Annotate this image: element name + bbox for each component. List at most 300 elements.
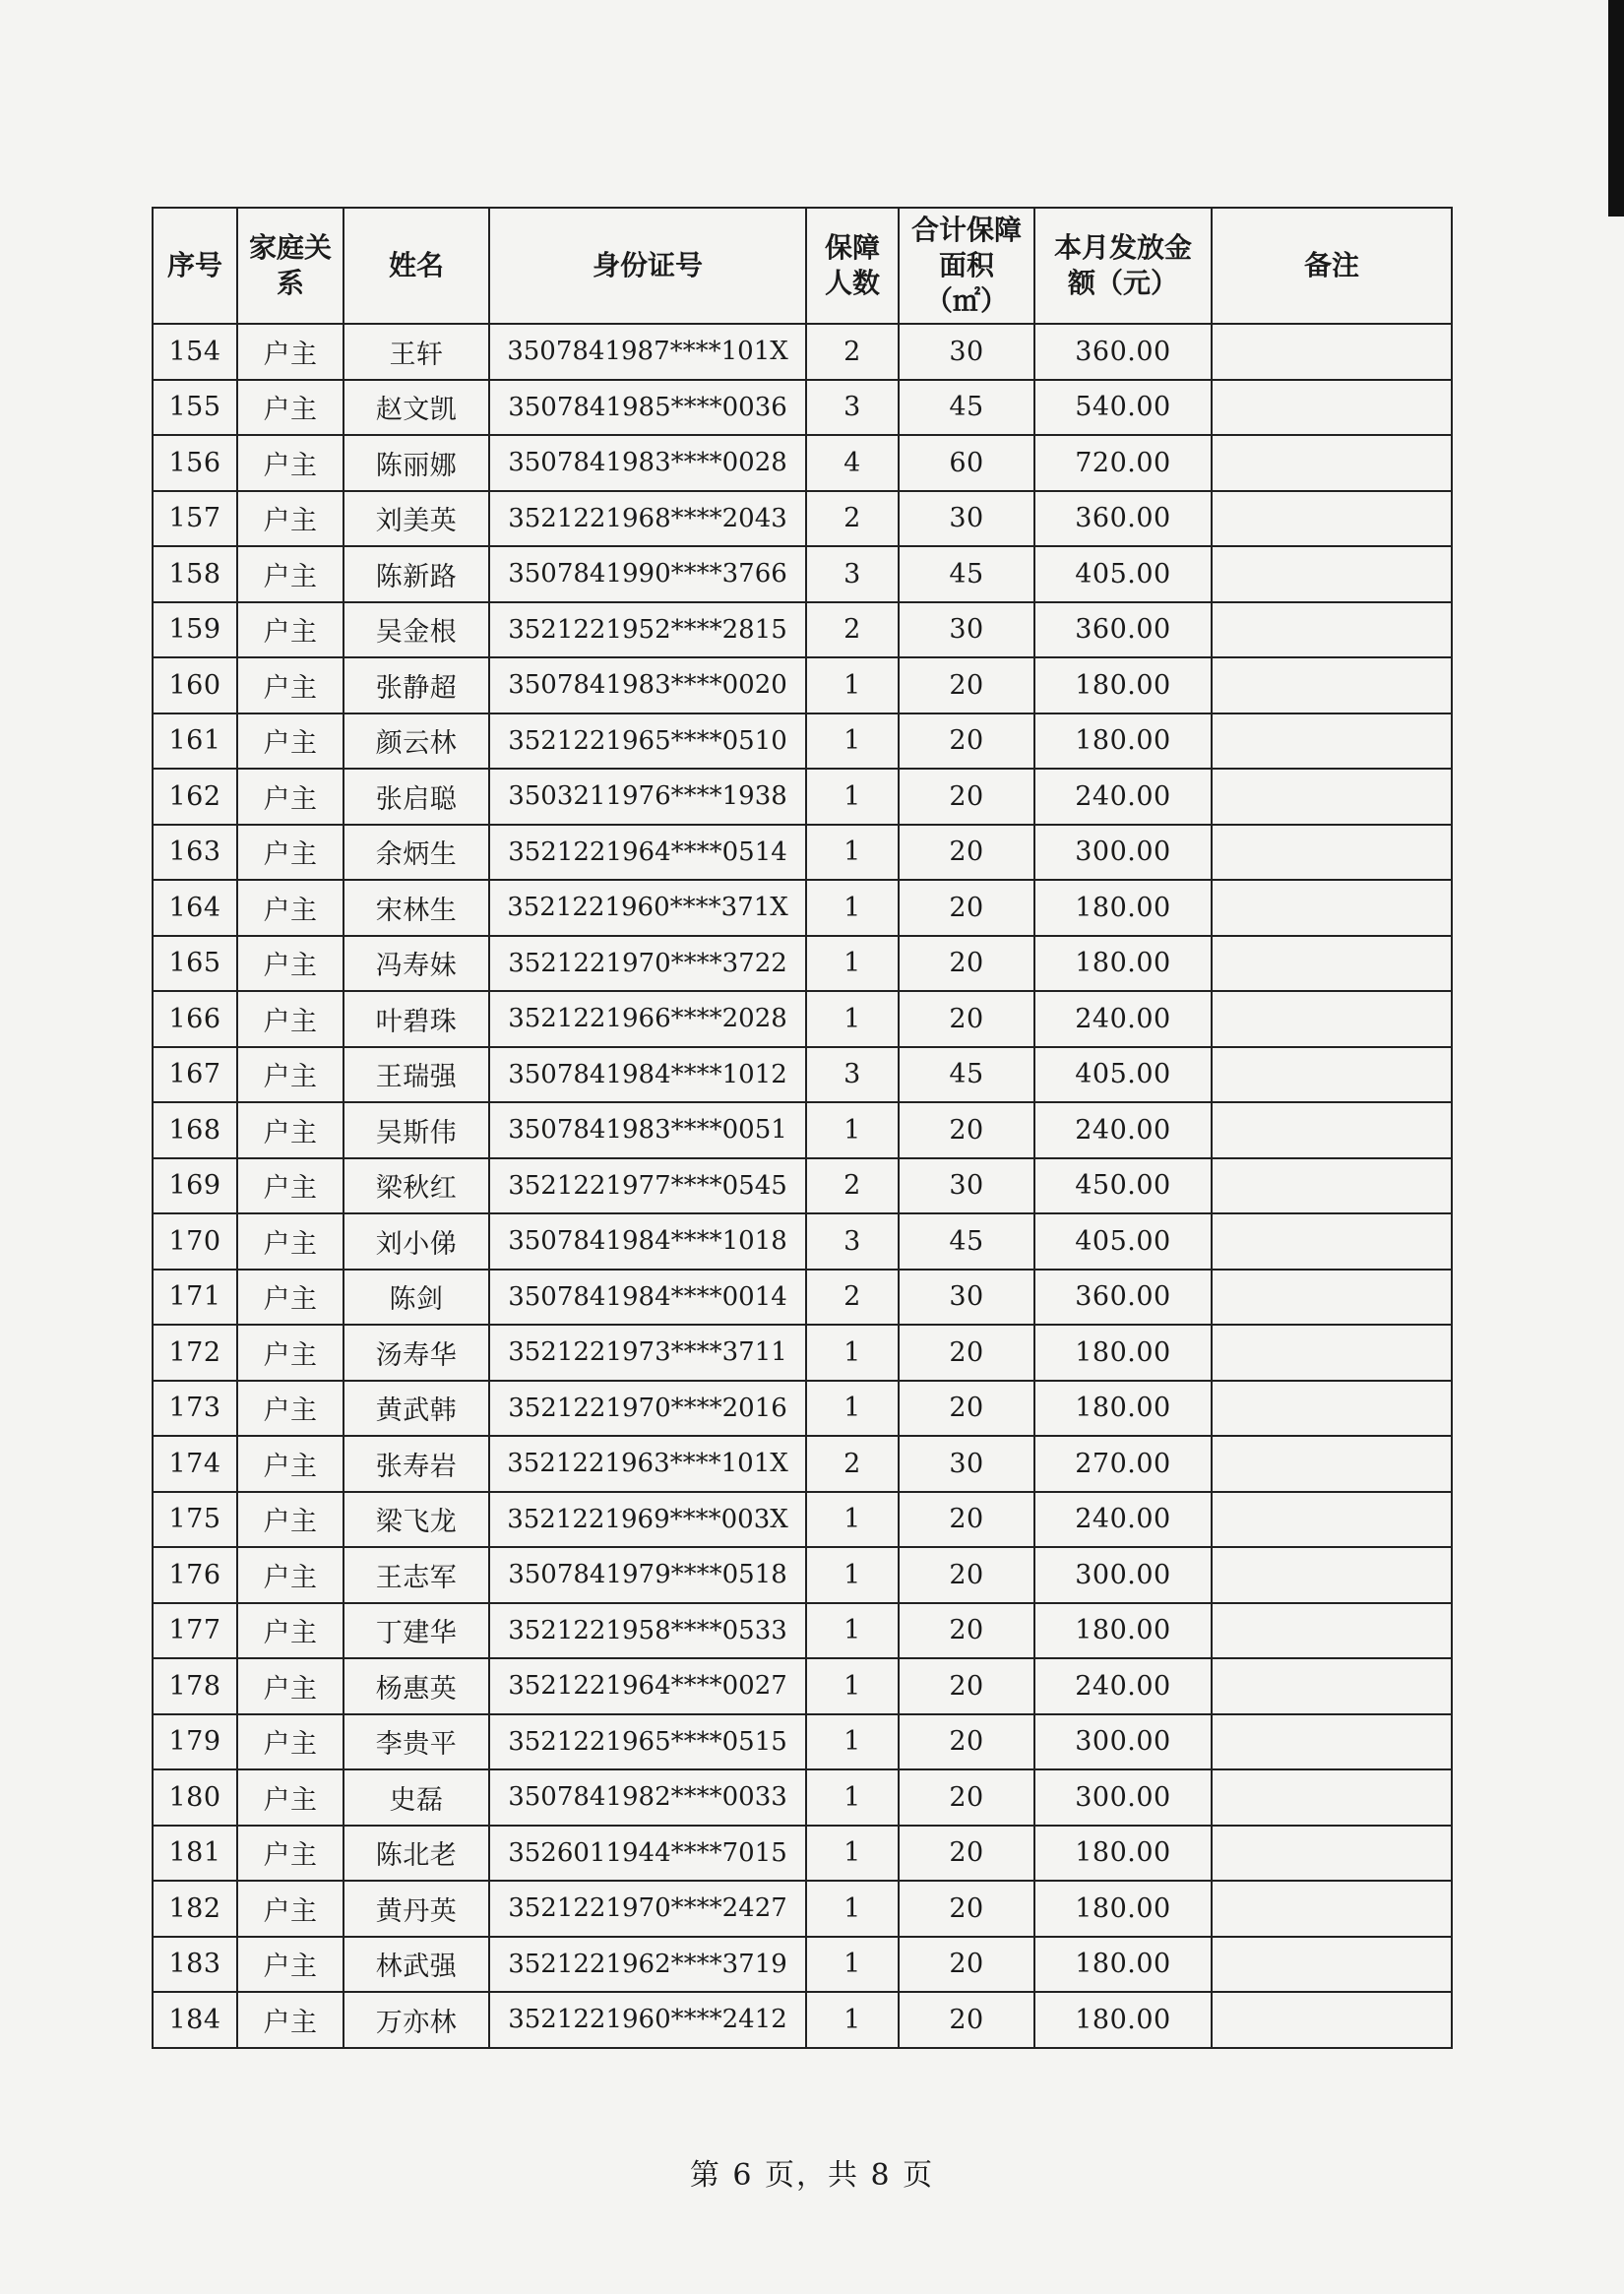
cell-persons: 1 [806, 1102, 899, 1158]
cell-seq: 168 [153, 1102, 237, 1158]
cell-area: 60 [899, 435, 1034, 491]
cell-amount: 180.00 [1034, 1881, 1212, 1937]
cell-id-number: 3507841990****3766 [489, 546, 806, 602]
cell-seq: 180 [153, 1769, 237, 1826]
cell-relation: 户主 [237, 1381, 344, 1437]
cell-remark [1212, 991, 1452, 1047]
subsidy-roster-table [152, 207, 1453, 2049]
cell-area: 20 [899, 880, 1034, 936]
cell-seq: 169 [153, 1158, 237, 1214]
cell-name: 王志军 [344, 1547, 489, 1603]
table-row [153, 546, 1452, 602]
cell-seq: 170 [153, 1213, 237, 1270]
cell-amount: 240.00 [1034, 1658, 1212, 1714]
cell-seq: 177 [153, 1603, 237, 1659]
cell-seq: 156 [153, 435, 237, 491]
cell-area: 20 [899, 1826, 1034, 1882]
cell-persons: 1 [806, 1769, 899, 1826]
cell-amount: 720.00 [1034, 435, 1212, 491]
cell-persons: 1 [806, 880, 899, 936]
cell-relation: 户主 [237, 1992, 344, 2048]
cell-area: 30 [899, 491, 1034, 547]
cell-relation: 户主 [237, 1270, 344, 1326]
cell-area: 30 [899, 324, 1034, 380]
cell-seq: 167 [153, 1047, 237, 1103]
cell-persons: 1 [806, 713, 899, 770]
cell-name: 梁飞龙 [344, 1492, 489, 1548]
cell-relation: 户主 [237, 1937, 344, 1993]
table-row [153, 435, 1452, 491]
cell-remark [1212, 1325, 1452, 1381]
table-row [153, 1270, 1452, 1326]
cell-relation: 户主 [237, 546, 344, 602]
table-row [153, 769, 1452, 825]
cell-amount: 360.00 [1034, 324, 1212, 380]
table-row [153, 1826, 1452, 1882]
cell-relation: 户主 [237, 1158, 344, 1214]
cell-persons: 1 [806, 1992, 899, 2048]
cell-area: 45 [899, 546, 1034, 602]
table-row [153, 1436, 1452, 1492]
table-row [153, 1547, 1452, 1603]
table-row [153, 1714, 1452, 1770]
cell-remark [1212, 1603, 1452, 1659]
cell-amount: 360.00 [1034, 491, 1212, 547]
cell-persons: 2 [806, 491, 899, 547]
cell-name: 杨惠英 [344, 1658, 489, 1714]
cell-id-number: 3521221958****0533 [489, 1603, 806, 1659]
cell-amount: 180.00 [1034, 1381, 1212, 1437]
cell-relation: 户主 [237, 435, 344, 491]
header-seq-label: 序号 [166, 249, 222, 281]
cell-id-number: 3521221962****3719 [489, 1937, 806, 1993]
cell-name: 刘小俤 [344, 1213, 489, 1270]
cell-relation: 户主 [237, 324, 344, 380]
cell-name: 史磊 [344, 1769, 489, 1826]
cell-persons: 2 [806, 324, 899, 380]
cell-persons: 1 [806, 1325, 899, 1381]
cell-name: 叶碧珠 [344, 991, 489, 1047]
cell-seq: 157 [153, 491, 237, 547]
table-row [153, 602, 1452, 658]
header-relation-line-2: 系 [276, 267, 304, 299]
cell-seq: 154 [153, 324, 237, 380]
cell-amount: 180.00 [1034, 1826, 1212, 1882]
cell-id-number: 3521221960****2412 [489, 1992, 806, 2048]
cell-id-number: 3507841979****0518 [489, 1547, 806, 1603]
cell-seq: 162 [153, 769, 237, 825]
cell-id-number: 3507841982****0033 [489, 1769, 806, 1826]
cell-remark [1212, 1992, 1452, 2048]
header-persons [806, 208, 899, 324]
cell-remark [1212, 769, 1452, 825]
cell-name: 王轩 [344, 324, 489, 380]
cell-id-number: 3521221964****0514 [489, 825, 806, 881]
cell-name: 赵文凯 [344, 380, 489, 436]
table-row [153, 880, 1452, 936]
header-area-line-3: （㎡） [924, 284, 1008, 317]
cell-id-number: 3521221964****0027 [489, 1658, 806, 1714]
table-row [153, 657, 1452, 713]
cell-id-number: 3507841984****0014 [489, 1270, 806, 1326]
cell-id-number: 3521221963****101X [489, 1436, 806, 1492]
cell-amount: 180.00 [1034, 880, 1212, 936]
cell-relation: 户主 [237, 1213, 344, 1270]
cell-seq: 182 [153, 1881, 237, 1937]
cell-name: 黄丹英 [344, 1881, 489, 1937]
cell-remark [1212, 880, 1452, 936]
header-seq [153, 208, 237, 324]
cell-id-number: 3521221970****3722 [489, 936, 806, 992]
cell-persons: 1 [806, 657, 899, 713]
cell-seq: 163 [153, 825, 237, 881]
cell-remark [1212, 1881, 1452, 1937]
cell-remark [1212, 1270, 1452, 1326]
cell-amount: 450.00 [1034, 1158, 1212, 1214]
cell-area: 20 [899, 991, 1034, 1047]
cell-remark [1212, 1937, 1452, 1993]
cell-seq: 175 [153, 1492, 237, 1548]
cell-name: 陈剑 [344, 1270, 489, 1326]
cell-remark [1212, 1213, 1452, 1270]
cell-id-number: 3521221968****2043 [489, 491, 806, 547]
cell-id-number: 3507841987****101X [489, 324, 806, 380]
cell-seq: 160 [153, 657, 237, 713]
cell-remark [1212, 1492, 1452, 1548]
header-amount [1034, 208, 1212, 324]
cell-remark [1212, 1714, 1452, 1770]
header-name [344, 208, 489, 324]
cell-amount: 180.00 [1034, 1992, 1212, 2048]
cell-relation: 户主 [237, 1603, 344, 1659]
cell-relation: 户主 [237, 825, 344, 881]
cell-amount: 360.00 [1034, 1270, 1212, 1326]
cell-remark [1212, 491, 1452, 547]
cell-seq: 155 [153, 380, 237, 436]
table-row [153, 1381, 1452, 1437]
cell-id-number: 3521221965****0510 [489, 713, 806, 770]
cell-amount: 180.00 [1034, 936, 1212, 992]
page-number-footer: 第 6 页，共 8 页 [689, 2158, 935, 2193]
cell-name: 张静超 [344, 657, 489, 713]
cell-seq: 181 [153, 1826, 237, 1882]
cell-remark [1212, 1047, 1452, 1103]
header-persons-line-2: 人数 [824, 267, 880, 299]
cell-seq: 164 [153, 880, 237, 936]
roster-body [153, 324, 1452, 2048]
cell-seq: 174 [153, 1436, 237, 1492]
cell-name: 吴金根 [344, 602, 489, 658]
table-row [153, 1047, 1452, 1103]
cell-area: 20 [899, 657, 1034, 713]
table-row [153, 1937, 1452, 1993]
cell-name: 刘美英 [344, 491, 489, 547]
table-row [153, 991, 1452, 1047]
cell-id-number: 3521221965****0515 [489, 1714, 806, 1770]
cell-persons: 3 [806, 1047, 899, 1103]
table-row [153, 1102, 1452, 1158]
cell-area: 20 [899, 769, 1034, 825]
table-row [153, 1325, 1452, 1381]
cell-relation: 户主 [237, 1436, 344, 1492]
cell-amount: 180.00 [1034, 657, 1212, 713]
cell-amount: 300.00 [1034, 1714, 1212, 1770]
cell-remark [1212, 657, 1452, 713]
cell-id-number: 3521221966****2028 [489, 991, 806, 1047]
cell-seq: 183 [153, 1937, 237, 1993]
cell-relation: 户主 [237, 880, 344, 936]
cell-remark [1212, 825, 1452, 881]
cell-id-number: 3521221970****2016 [489, 1381, 806, 1437]
cell-remark [1212, 324, 1452, 380]
cell-amount: 540.00 [1034, 380, 1212, 436]
cell-area: 20 [899, 1325, 1034, 1381]
cell-area: 20 [899, 1714, 1034, 1770]
cell-seq: 158 [153, 546, 237, 602]
cell-area: 20 [899, 1769, 1034, 1826]
header-id-label: 身份证号 [592, 249, 703, 281]
cell-area: 30 [899, 1158, 1034, 1214]
cell-amount: 405.00 [1034, 1047, 1212, 1103]
cell-persons: 3 [806, 546, 899, 602]
cell-area: 20 [899, 1658, 1034, 1714]
cell-persons: 3 [806, 1213, 899, 1270]
cell-seq: 173 [153, 1381, 237, 1437]
header-relation-line-1: 家庭关 [248, 231, 332, 264]
cell-relation: 户主 [237, 1714, 344, 1770]
cell-persons: 4 [806, 435, 899, 491]
cell-area: 45 [899, 1213, 1034, 1270]
cell-name: 余炳生 [344, 825, 489, 881]
cell-area: 45 [899, 1047, 1034, 1103]
cell-id-number: 3507841983****0020 [489, 657, 806, 713]
cell-area: 20 [899, 1102, 1034, 1158]
table-row [153, 1492, 1452, 1548]
cell-id-number: 3521221960****371X [489, 880, 806, 936]
cell-area: 20 [899, 1881, 1034, 1937]
cell-id-number: 3507841984****1012 [489, 1047, 806, 1103]
cell-relation: 户主 [237, 1325, 344, 1381]
header-area [899, 208, 1034, 324]
cell-name: 李贵平 [344, 1714, 489, 1770]
cell-relation: 户主 [237, 1826, 344, 1882]
header-amount-line-1: 本月发放金 [1053, 231, 1192, 264]
cell-seq: 161 [153, 713, 237, 770]
cell-remark [1212, 546, 1452, 602]
table-row [153, 936, 1452, 992]
header-name-label: 姓名 [388, 249, 444, 281]
table-row [153, 1658, 1452, 1714]
cell-name: 万亦林 [344, 1992, 489, 2048]
cell-relation: 户主 [237, 380, 344, 436]
cell-id-number: 3521221977****0545 [489, 1158, 806, 1214]
header-remark-label: 备注 [1303, 249, 1359, 281]
cell-amount: 300.00 [1034, 1547, 1212, 1603]
cell-area: 20 [899, 1992, 1034, 2048]
cell-persons: 1 [806, 1492, 899, 1548]
cell-persons: 1 [806, 1826, 899, 1882]
cell-relation: 户主 [237, 936, 344, 992]
cell-relation: 户主 [237, 991, 344, 1047]
cell-amount: 270.00 [1034, 1436, 1212, 1492]
table-row [153, 491, 1452, 547]
cell-persons: 1 [806, 1381, 899, 1437]
cell-relation: 户主 [237, 713, 344, 770]
cell-relation: 户主 [237, 1102, 344, 1158]
cell-id-number: 3521221969****003X [489, 1492, 806, 1548]
table-row [153, 1881, 1452, 1937]
cell-persons: 1 [806, 825, 899, 881]
cell-remark [1212, 1381, 1452, 1437]
table-row [153, 1213, 1452, 1270]
cell-relation: 户主 [237, 1658, 344, 1714]
table-row [153, 1158, 1452, 1214]
cell-remark [1212, 1769, 1452, 1826]
cell-remark [1212, 1158, 1452, 1214]
cell-name: 吴斯伟 [344, 1102, 489, 1158]
cell-relation: 户主 [237, 657, 344, 713]
header-area-line-1: 合计保障 [910, 214, 1022, 246]
cell-seq: 179 [153, 1714, 237, 1770]
cell-relation: 户主 [237, 1047, 344, 1103]
cell-relation: 户主 [237, 1547, 344, 1603]
cell-id-number: 3521221952****2815 [489, 602, 806, 658]
cell-area: 20 [899, 713, 1034, 770]
cell-persons: 3 [806, 380, 899, 436]
cell-remark [1212, 435, 1452, 491]
cell-persons: 2 [806, 1436, 899, 1492]
cell-amount: 240.00 [1034, 769, 1212, 825]
cell-seq: 176 [153, 1547, 237, 1603]
cell-seq: 178 [153, 1658, 237, 1714]
cell-amount: 300.00 [1034, 1769, 1212, 1826]
cell-remark [1212, 1102, 1452, 1158]
cell-persons: 2 [806, 602, 899, 658]
cell-remark [1212, 1826, 1452, 1882]
cell-persons: 2 [806, 1158, 899, 1214]
cell-amount: 405.00 [1034, 1213, 1212, 1270]
cell-persons: 1 [806, 1714, 899, 1770]
cell-relation: 户主 [237, 769, 344, 825]
header-row [153, 208, 1452, 324]
scan-edge-mark [1608, 0, 1624, 217]
table-row [153, 713, 1452, 770]
cell-remark [1212, 936, 1452, 992]
cell-amount: 360.00 [1034, 602, 1212, 658]
cell-area: 20 [899, 936, 1034, 992]
cell-remark [1212, 602, 1452, 658]
cell-persons: 1 [806, 991, 899, 1047]
cell-id-number: 3507841984****1018 [489, 1213, 806, 1270]
cell-id-number: 3526011944****7015 [489, 1826, 806, 1882]
cell-remark [1212, 380, 1452, 436]
cell-persons: 1 [806, 1547, 899, 1603]
cell-area: 30 [899, 602, 1034, 658]
cell-remark [1212, 1658, 1452, 1714]
cell-name: 陈新路 [344, 546, 489, 602]
cell-name: 颜云林 [344, 713, 489, 770]
cell-relation: 户主 [237, 491, 344, 547]
table-row [153, 324, 1452, 380]
cell-name: 陈北老 [344, 1826, 489, 1882]
header-remark [1212, 208, 1452, 324]
cell-id-number: 3503211976****1938 [489, 769, 806, 825]
cell-id-number: 3521221973****3711 [489, 1325, 806, 1381]
table-row [153, 825, 1452, 881]
cell-name: 林武强 [344, 1937, 489, 1993]
cell-amount: 405.00 [1034, 546, 1212, 602]
cell-seq: 171 [153, 1270, 237, 1326]
cell-area: 20 [899, 1603, 1034, 1659]
cell-id-number: 3507841983****0051 [489, 1102, 806, 1158]
cell-relation: 户主 [237, 1881, 344, 1937]
cell-persons: 1 [806, 1603, 899, 1659]
cell-name: 梁秋红 [344, 1158, 489, 1214]
cell-name: 陈丽娜 [344, 435, 489, 491]
cell-persons: 1 [806, 1881, 899, 1937]
table-row [153, 1769, 1452, 1826]
cell-name: 张寿岩 [344, 1436, 489, 1492]
header-relation [237, 208, 344, 324]
cell-name: 冯寿妹 [344, 936, 489, 992]
cell-amount: 180.00 [1034, 713, 1212, 770]
header-id [489, 208, 806, 324]
cell-area: 20 [899, 1547, 1034, 1603]
cell-name: 黄武韩 [344, 1381, 489, 1437]
cell-remark [1212, 713, 1452, 770]
cell-area: 30 [899, 1270, 1034, 1326]
cell-seq: 159 [153, 602, 237, 658]
cell-amount: 240.00 [1034, 1492, 1212, 1548]
cell-persons: 1 [806, 1658, 899, 1714]
cell-seq: 172 [153, 1325, 237, 1381]
cell-area: 30 [899, 1436, 1034, 1492]
header-persons-line-1: 保障 [824, 231, 880, 264]
cell-relation: 户主 [237, 1492, 344, 1548]
table-row [153, 1992, 1452, 2048]
cell-id-number: 3521221970****2427 [489, 1881, 806, 1937]
cell-name: 张启聪 [344, 769, 489, 825]
cell-id-number: 3507841983****0028 [489, 435, 806, 491]
cell-seq: 166 [153, 991, 237, 1047]
cell-area: 20 [899, 1937, 1034, 1993]
cell-seq: 184 [153, 1992, 237, 2048]
cell-persons: 1 [806, 1937, 899, 1993]
cell-name: 宋林生 [344, 880, 489, 936]
table-row [153, 380, 1452, 436]
cell-relation: 户主 [237, 1769, 344, 1826]
cell-amount: 180.00 [1034, 1603, 1212, 1659]
cell-name: 丁建华 [344, 1603, 489, 1659]
cell-amount: 240.00 [1034, 991, 1212, 1047]
table-row [153, 1603, 1452, 1659]
cell-remark [1212, 1436, 1452, 1492]
cell-amount: 240.00 [1034, 1102, 1212, 1158]
header-area-line-2: 面积 [938, 249, 994, 281]
cell-relation: 户主 [237, 602, 344, 658]
cell-seq: 165 [153, 936, 237, 992]
cell-area: 20 [899, 1492, 1034, 1548]
header-amount-line-2: 额（元） [1067, 267, 1178, 299]
cell-area: 45 [899, 380, 1034, 436]
cell-persons: 1 [806, 769, 899, 825]
cell-remark [1212, 1547, 1452, 1603]
cell-area: 20 [899, 825, 1034, 881]
cell-amount: 180.00 [1034, 1325, 1212, 1381]
cell-name: 王瑞强 [344, 1047, 489, 1103]
cell-area: 20 [899, 1381, 1034, 1437]
cell-amount: 300.00 [1034, 825, 1212, 881]
